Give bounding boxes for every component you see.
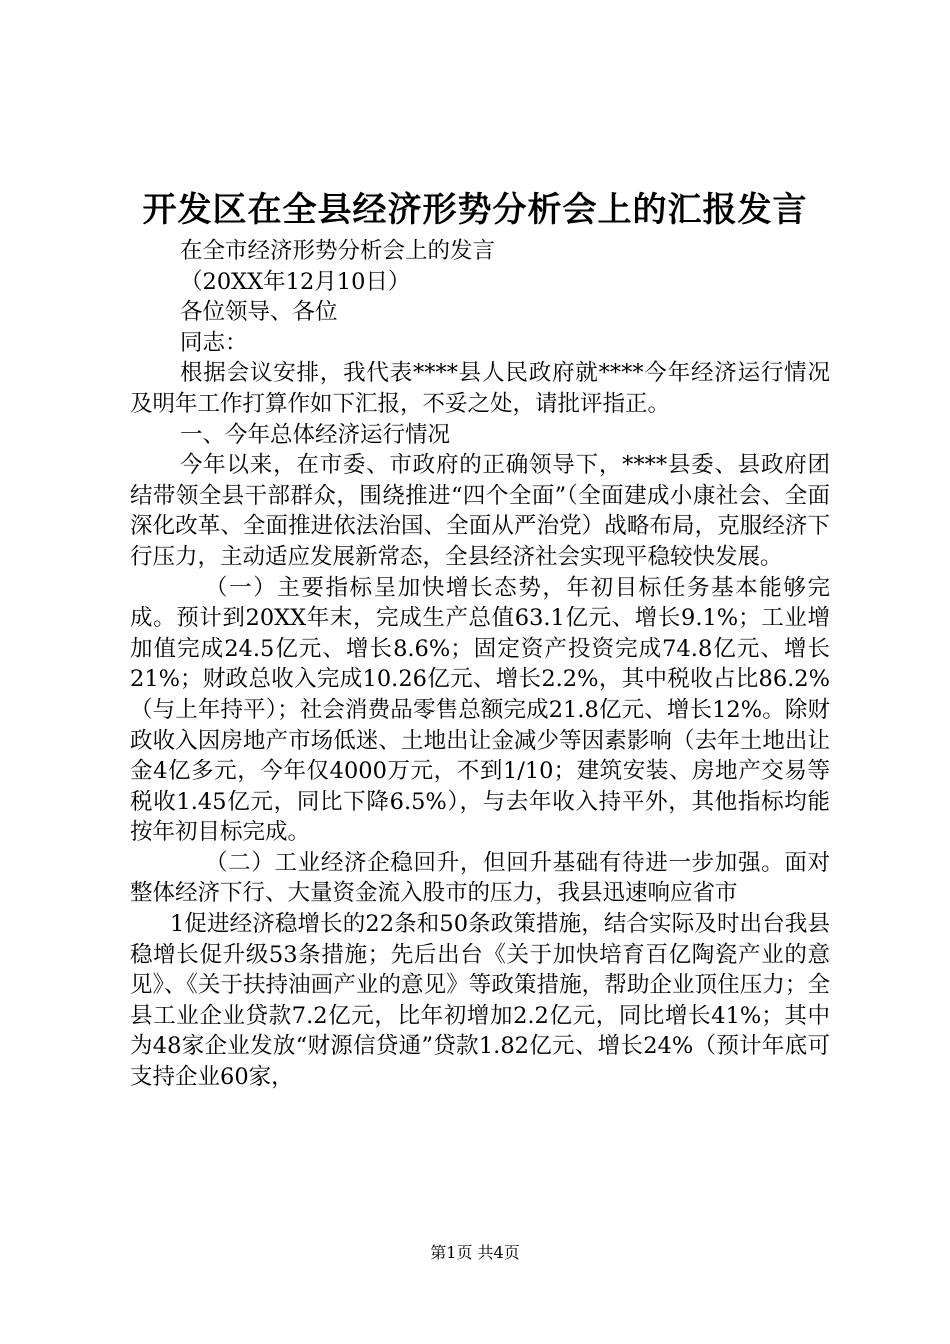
speech-subtitle: 在全市经济形势分析会上的发言 — [180, 238, 496, 264]
document-body — [130, 236, 830, 1093]
page-footer: 第1页 共4页 — [430, 1243, 520, 1262]
paragraph-main-indicators: （一）主要指标呈加快增长态势，年初目标任务基本能够完成。预计到20XX年末，完成生产总值63.1亿元、增长9.1%；工业增加值完成24.5亿元、增长8.6%；固定资产投资完成74.8亿元、增长21%；财政总收入完成10.26亿元、增长2.2%，其中税收占比86.2%（与上年持平）；社会消费品零售总额完成21.8亿元、增长12%。除财政收入因房地产市场低迷、土地出让金减少等因素影响（去年土地出让金4亿多元，今年仅4000万元，不到1/10；建筑安装、房地产交易等税收1.45亿元，同比下降6.5%），与去年收入持平外，其他指标均能按年初目标完成。 — [130, 574, 830, 846]
paragraph-industrial-economy: （二）工业经济企稳回升，但回升基础有待进一步加强。面对整体经济下行、大量资金流入股市的压力，我县迅速响应省市 — [130, 849, 830, 907]
section-heading-1: 一、今年总体经济运行情况 — [180, 421, 451, 448]
speech-date: （20XX年12月10日） — [180, 268, 411, 295]
paragraph-intro: 根据会议安排，我代表****县人民政府就****今年经济运行情况及明年工作打算作如下汇报，不妥之处，请批评指正。 — [130, 360, 830, 417]
paragraph-policy-measures: 1促进经济稳增长的22条和50条政策措施，结合实际及时出台我县稳增长促升级53条措施；先后出台《关于加快培育百亿陶瓷产业的意见》、《关于扶持油画产业的意见》等政策措施，帮助企业顶住压力；全县工业企业贷款7.2亿元，比年初增加2.2亿元，同比增长41%；其中为48家企业发放“财源信贷通”贷款1.82亿元、增长24%（预计年底可支持企业60家， — [130, 911, 830, 1091]
document-title: 开发区在全县经济形势分析会上的汇报发言 — [142, 190, 808, 230]
salutation-line-2: 同志： — [180, 329, 248, 356]
paragraph-overview: 今年以来，在市委、市政府的正确领导下，****县委、县政府团结带领全县干部群众，围绕推进“四个全面”（全面建成小康社会、全面深化改革、全面推进依法治国、全面从严治党）战略布局，克服经济下行压力，主动适应发展新常态，全县经济社会实现平稳较快发展。 — [130, 452, 830, 570]
salutation-line-1: 各位领导、各位 — [180, 299, 338, 326]
